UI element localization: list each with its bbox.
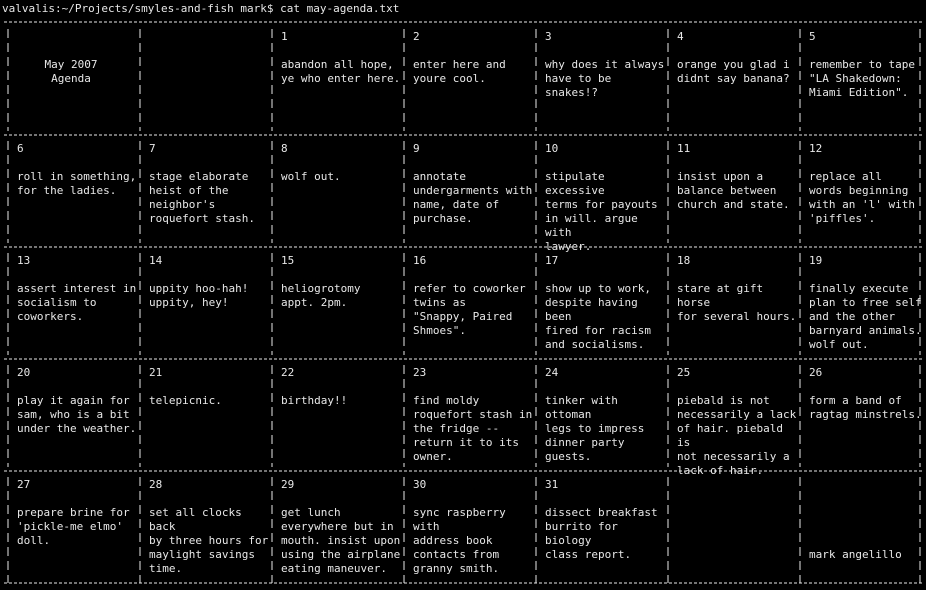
day-number: 14 [149, 254, 163, 267]
day-agenda-text: birthday!! [281, 394, 348, 407]
day-number: 13 [17, 254, 31, 267]
day-number: 11 [677, 142, 691, 155]
day-agenda-text: get lunch everywhere but in mouth. insist upon using the airplane eating maneuver. [281, 506, 401, 575]
day-agenda-text: piebald is not necessarily a lack of hair. piebald is not necessarily a lack of hair. [677, 394, 797, 477]
day-agenda-text: dissect breakfast burrito for biology class report. [545, 506, 658, 561]
day-number: 1 [281, 30, 288, 43]
day-agenda-text: set all clocks back by three hours for maylight savings time. [149, 506, 269, 575]
day-number: 2 [413, 30, 420, 43]
day-number: 23 [413, 366, 427, 379]
day-number: 12 [809, 142, 823, 155]
day-agenda-text: replace all words beginning with an 'l' with 'piffles'. [809, 170, 915, 225]
terminal-prompt: valvalis:~/Projects/smyles-and-fish mark$ cat may-agenda.txt [2, 2, 400, 15]
day-number: 29 [281, 478, 295, 491]
day-agenda-text: show up to work, despite having been fired for racism and socialisms. [545, 282, 651, 351]
day-number: 19 [809, 254, 823, 267]
day-agenda-text: stipulate excessive terms for payouts in will. argue with lawyer. [545, 170, 658, 253]
day-number: 6 [17, 142, 24, 155]
day-number: 9 [413, 142, 420, 155]
day-agenda-text: heliogrotomy appt. 2pm. [281, 282, 361, 309]
day-agenda-text: find moldy roquefort stash in the fridge -- return it to its owner. [413, 394, 533, 463]
day-number: 28 [149, 478, 163, 491]
day-agenda-text: play it again for sam, who is a bit under the weather. [17, 394, 137, 435]
day-agenda-text: enter here and youre cool. [413, 58, 506, 85]
day-agenda-text: prepare brine for 'pickle-me elmo' doll. [17, 506, 130, 547]
day-number: 7 [149, 142, 156, 155]
day-number: 25 [677, 366, 691, 379]
day-agenda-text: why does it always have to be snakes!? [545, 58, 665, 99]
day-number: 27 [17, 478, 31, 491]
signature: mark angelillo [809, 548, 902, 561]
day-number: 18 [677, 254, 691, 267]
day-agenda-text: stare at gift horse for several hours. [677, 282, 797, 323]
day-number: 10 [545, 142, 559, 155]
day-number: 16 [413, 254, 427, 267]
day-agenda-text: sync raspberry with address book contacts from granny smith. [413, 506, 506, 575]
day-agenda-text: uppity hoo-hah! uppity, hey! [149, 282, 249, 309]
day-agenda-text: telepicnic. [149, 394, 222, 407]
day-agenda-text: stage elaborate heist of the neighbor's roquefort stash. [149, 170, 255, 225]
day-agenda-text: insist upon a balance between church and state. [677, 170, 790, 211]
day-number: 22 [281, 366, 295, 379]
day-number: 20 [17, 366, 31, 379]
day-agenda-text: tinker with ottoman legs to impress dinner party guests. [545, 394, 645, 463]
day-number: 24 [545, 366, 559, 379]
day-agenda-text: annotate undergarments with name, date of purchase. [413, 170, 533, 225]
day-number: 26 [809, 366, 823, 379]
day-agenda-text: abandon all hope, ye who enter here. [281, 58, 401, 85]
day-number: 31 [545, 478, 559, 491]
day-agenda-text: form a band of ragtag minstrels. [809, 394, 922, 421]
day-agenda-text: roll in something, for the ladies. [17, 170, 137, 197]
day-agenda-text: orange you glad i didnt say banana? [677, 58, 790, 85]
day-number: 5 [809, 30, 816, 43]
day-number: 30 [413, 478, 427, 491]
day-number: 15 [281, 254, 295, 267]
day-agenda-text: wolf out. [281, 170, 341, 183]
day-number: 4 [677, 30, 684, 43]
day-agenda-text: remember to tape "LA Shakedown: Miami Edition". [809, 58, 915, 99]
day-agenda-text: finally execute plan to free self and the other barnyard animals. wolf out. [809, 282, 922, 351]
day-number: 17 [545, 254, 559, 267]
agenda-title: May 2007 Agenda [44, 58, 98, 85]
day-number: 21 [149, 366, 163, 379]
day-number: 3 [545, 30, 552, 43]
day-agenda-text: refer to coworker twins as "Snappy, Paired Shmoes". [413, 282, 526, 337]
day-number: 8 [281, 142, 288, 155]
day-agenda-text: assert interest in socialism to coworkers. [17, 282, 137, 323]
